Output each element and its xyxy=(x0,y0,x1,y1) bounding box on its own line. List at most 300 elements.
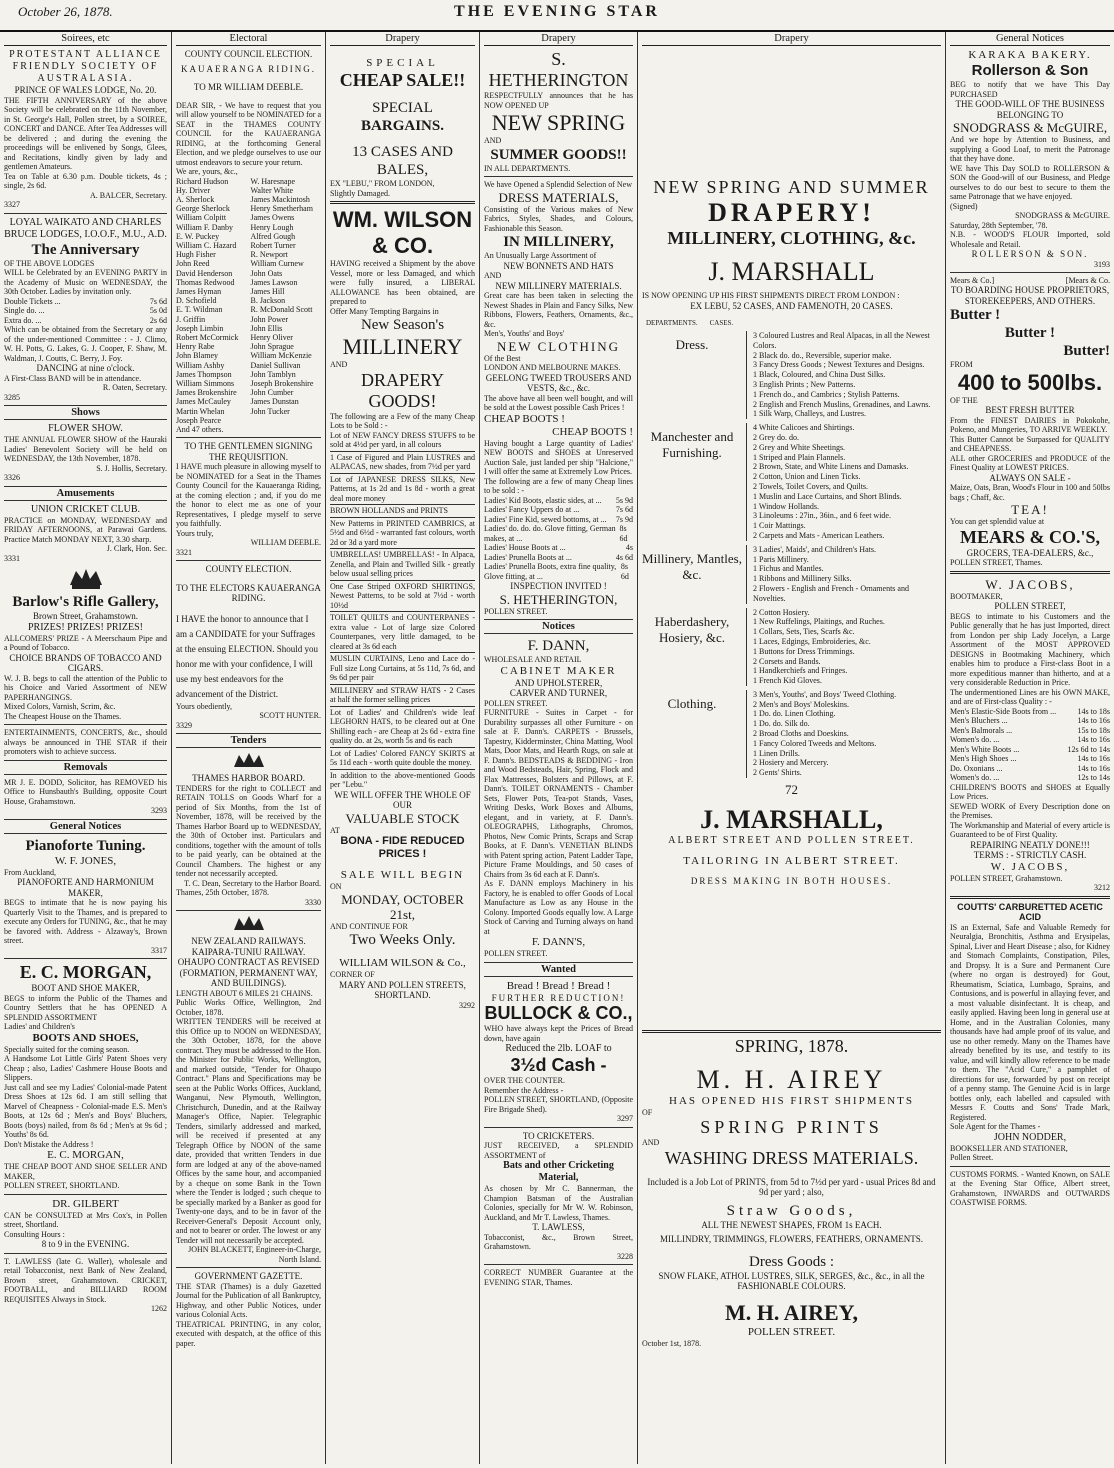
department-label: Dress. xyxy=(675,337,709,352)
ad-body: WHO have always kept the Prices of Bread down, have again xyxy=(484,1024,633,1043)
ad-heading: J. MARSHALL xyxy=(708,257,875,286)
table-header: DEPARTMENTS. xyxy=(646,319,698,327)
ad-line: DRESS MAKING IN BOTH HOUSES. xyxy=(690,876,893,887)
signer-name: J. Griffin xyxy=(176,314,206,324)
department-line: 1 Striped and Plain Flannels. xyxy=(753,452,846,462)
department-line: 2 Grey do. do. xyxy=(753,432,799,442)
ad-body: THE FIFTH ANNIVERSARY of the above Society will be celebrated on the 11th November, in St. George's Hall, Pollen street, by a SOIREE, CONCERT and DANCE. After Tea Addresses will be delivered ; and during the evening the proceedings will be enlivened by Songs, Glees, and Recitations, kindly given by lady and gentlemen Amateurs. xyxy=(4,95,167,171)
ad-body: From the FINEST DAIRIES in Pokokohe, Pokeno, and Mungeries, TO ARRIVE WEEKLY. xyxy=(950,415,1110,434)
price-item: Ladies' Kid Boots, elastic sides, at ... xyxy=(484,495,602,505)
ad-line: BONA - FIDE REDUCED PRICES ! xyxy=(340,835,465,860)
ad-address: ALBERT STREET AND POLLEN STREET. xyxy=(668,835,915,847)
ad-line: We have Opened a Splendid Selection of New xyxy=(484,180,632,189)
ad-line: GROCERS, TEA-DEALERS, &c., xyxy=(966,547,1094,558)
price-value: 5s 9d xyxy=(615,495,633,505)
price-row xyxy=(950,707,1110,717)
ad-title: TO CRICKETERS. xyxy=(522,1130,595,1141)
ad-line: Of the Best xyxy=(484,353,521,363)
signer-name: James Brokenshire xyxy=(176,388,237,398)
signer-name: David Henderson xyxy=(176,268,233,278)
department-block xyxy=(642,690,941,778)
ad-title: DR. GILBERT xyxy=(52,1197,119,1210)
ad-body: THE ANNUAL FLOWER SHOW of the Hauraki Ladies' Benevolent Society will be held on WEDNESDAY, the 13th November, 1878. xyxy=(4,435,167,463)
department-line: 1 Paris Millinery. xyxy=(753,554,809,564)
ad-line: KAUAERANGA RIDING. xyxy=(181,63,316,74)
ad-line: VALUABLE STOCK xyxy=(345,810,460,826)
ad-line: OHAUPO CONTRACT AS REVISED (FORMATION, PERMANENT WAY, AND BUILDINGS). xyxy=(177,957,320,989)
signer-name: Thomas Redwood xyxy=(176,277,235,287)
department-line: 2 Towels, Toilet Covers, and Quilts. xyxy=(753,481,869,491)
department-lines xyxy=(746,423,941,541)
department-label: Clothing. xyxy=(667,695,717,711)
price-value: 7s 9d xyxy=(615,514,633,524)
ad-body: FURNITURE - Suites in Carpet - for Durability surpasses all other Furniture - on sale at F. Dann's. CARPETS - Brussels, Tapestry, Kidderminster, China Matting, Wool Mats, Door Mats, and Hearth Rugs, on sale at F. Dann's. BEDSTEADS & BEDDING - Iron and Wood Bedsteads, Hair, Spring, Flock and Flax Mattresses, Bolsters and Pillows, at F. Dann's. TOILET ORNAMENTS - Chamber Sets, Flower Pots, Tea-pot Stands, Vases, Writing Desks, Work Boxes and Albums, elegant, and in variety, at F. Dann's. OLEOGRAPHS, Lithographs, Chromos, Photos, New Comic Prints, Scraps and Scrap Books, at F. Dann's. VENETIAN BLINDS with Patent spring action, Patent Ladder Tape, Picture Frame Mouldings, and 50 cases of Chairs from 3s 6d each at F. Dann's. xyxy=(484,708,633,879)
ad-body: SEWED WORK of Every Description done on the Premises. xyxy=(950,801,1110,820)
ad-body: ALLCOMERS' PRIZE - A Meerschaum Pipe and a Pound of Tobacco. xyxy=(4,633,167,652)
signer-name: William Ashby xyxy=(176,360,225,370)
ad-line: MONDAY, OCTOBER 21st, xyxy=(341,891,464,922)
ad-body: THEATRICAL PRINTING, in any color, executed with despatch, at the office of this paper. xyxy=(176,1319,321,1348)
ad-heading: DRAPERY GOODS! xyxy=(360,369,445,411)
ad-title: KARAKA BAKERY. xyxy=(968,49,1092,61)
ad-body: And we hope by Attention to Business, and supplying a Good Loaf, to merit the Patronage that they have done. xyxy=(950,135,1110,163)
ad-heading: SUMMER GOODS!! xyxy=(490,146,627,163)
price-row xyxy=(950,726,1110,736)
lot-item: Lot of Ladies' Colored FANCY SKIRTS at 5s 11d each - worth quite double the money. xyxy=(330,748,475,767)
signer-name: James Hyman xyxy=(176,286,222,296)
price-row xyxy=(484,524,633,543)
price-item: Women's do. ... xyxy=(950,735,1000,744)
department-line: 1 Muslin and Lace Curtains, and Short Blinds. xyxy=(753,491,902,501)
ad-body: In addition to the above-mentioned Goods per "Lebu." xyxy=(330,770,475,789)
ad-line: NEW BONNETS AND HATS xyxy=(503,260,614,271)
department-line: 1 Do. do. Silk do. xyxy=(753,719,810,729)
ad-line: CHOICE BRANDS OF TOBACCO AND CIGARS. xyxy=(9,652,162,673)
ad-line: CORNER OF xyxy=(330,970,375,979)
price-row xyxy=(484,505,633,515)
ad-address: POLLEN STREET, Grahamstown. xyxy=(950,873,1063,883)
ad-line: T. LAWLESS, xyxy=(532,1222,585,1232)
ad-heading: J. MARSHALL, xyxy=(700,805,883,835)
signer-name: Henry Smetherham xyxy=(250,204,313,214)
ad-line: SALE WILL BEGIN xyxy=(340,869,465,881)
ad-line: From Auckland, xyxy=(4,867,56,877)
lot-item: New Patterns in PRINTED CAMBRICS, at 5½d and 6½d - warranted fast colours, worth 2d or 3d a yard more xyxy=(330,518,475,547)
ad-signature: SNODGRASS & McGUIRE. xyxy=(1015,211,1110,220)
price-item: Do. Oxonians ... xyxy=(950,763,1003,773)
signer-name: James Dunstan xyxy=(250,397,299,407)
ad-line: AND xyxy=(484,136,502,145)
signer-name: William Simmons xyxy=(176,378,235,388)
ad-line: BEST FRESH BUTTER xyxy=(985,405,1075,415)
ad-line: AND xyxy=(642,1138,660,1148)
price-item: Women's do. ... xyxy=(950,773,1000,782)
ad-line: IS NOW OPENING UP HIS FIRST SHIPMENTS DIRECT FROM LONDON : xyxy=(642,291,900,300)
department-line: 2 Corsets and Bands. xyxy=(753,656,821,666)
ad-line: LONDON AND MELBOURNE MAKES. xyxy=(484,363,621,372)
signer-name: Henry Lough xyxy=(250,222,294,232)
section-heading: Tenders xyxy=(176,733,321,748)
ad-line: MILLINDRY, TRIMMINGS, FLOWERS, FEATHERS, ORNAMENTS. xyxy=(660,1234,923,1245)
ad-body: A Handsome Lot Little Girls' Patent Shoes very Cheap ; also, Ladies' Cashmere House Boots and Slippers. xyxy=(4,1054,167,1082)
ad-heading: 3½d Cash - xyxy=(510,1055,607,1075)
lot-item: Lot of JAPANESE DRESS SILKS, New Patterns, at 1s 2d and 1s 8d - worth a great deal more money xyxy=(330,474,475,503)
department-line: 1 Buttons for Dress Trimmings. xyxy=(753,646,855,656)
ad-body: DEAR SIR, - We have to request that you will allow yourself to be NOMINATED for a SEAT in the THAMES COUNTY COUNCIL for the KAUAERANGA RIDING, at the forthcoming General Election, and we pledge ourselves to use our utmost endeavors to secure your return. xyxy=(176,100,321,167)
ad-line: TERMS : - STRICTLY CASH. xyxy=(973,850,1087,860)
ad-body: JUST RECEIVED, a SPLENDID ASSORTMENT of xyxy=(484,1141,633,1160)
ad-heading: MEARS & CO.'S, xyxy=(959,526,1100,547)
ad-address: POLLEN STREET, Thames. xyxy=(950,558,1043,567)
ad-body: BEGS to intimate that he is now paying his Quarterly Visit to the Thames, and is prepared to execute any Orders for TUNING, &c., that he may be favored with. Address - Alzaway's, Brown street. xyxy=(4,898,167,945)
ad-heading: Rollerson & Son xyxy=(971,62,1089,79)
ad-line: OF xyxy=(642,1107,653,1117)
lot-item: Lot of NEW FANCY DRESS STUFFS to be sold at 4½d per yard, in all colours xyxy=(330,430,475,449)
ad-line: MARY AND POLLEN STREETS, xyxy=(339,979,466,990)
ad-line: PRIZES! PRIZES! PRIZES! xyxy=(27,621,143,633)
price-value: 14s to 16s xyxy=(1077,716,1110,725)
signer-name: D. Schofield xyxy=(176,296,217,306)
price-value: 4s 6d xyxy=(615,552,633,562)
price-item: Ladies' House Boots at ... xyxy=(484,543,566,552)
ad-body: BEG to notify that we have This Day PURCHASED xyxy=(950,80,1110,99)
signer-name: John Sprague xyxy=(250,342,294,352)
ad-body: THE STAR (Thames) is a duly Gazetted Journal for the Publication of all Bankruptcy, Highway, and other Public Notices, under various Colonial Acts. xyxy=(176,1281,321,1320)
ad-number: 3326 xyxy=(4,473,20,482)
table-header: CASES. xyxy=(709,319,734,327)
ad-line: DRESS MATERIALS, xyxy=(498,189,619,205)
ad-line: And 47 others. xyxy=(176,424,224,434)
ad-line: IN ALL DEPARTMENTS. xyxy=(484,163,571,173)
ad-line: Offer Many Tempting Bargains in xyxy=(330,306,439,316)
price-value: 12s to 14s xyxy=(1077,773,1110,782)
price-row xyxy=(484,496,633,506)
price-item: Ladies' Fine Kid, sewed bottoms, at ... xyxy=(484,514,607,524)
department-line: 1 Linen Drills. xyxy=(753,748,800,758)
section-heading: Soirees, etc xyxy=(4,33,167,46)
price-value: 14s to 18s xyxy=(1077,706,1110,716)
ad-line: Mixed Colors, Varnish, Scrim, &c. xyxy=(4,702,116,711)
section-heading: Amusements xyxy=(4,486,167,501)
ad-number: 3212 xyxy=(1094,883,1110,892)
department-line: 2 Flowers - English and French - Ornaments and Novelties. xyxy=(753,583,909,603)
ad-line: ALWAYS ON SALE - xyxy=(989,472,1071,483)
signer-name: John Oats xyxy=(250,268,283,278)
ad-line: You can get splendid value at xyxy=(950,517,1045,526)
section-heading: Shows xyxy=(4,405,167,420)
price-row xyxy=(950,773,1110,783)
ad-body: The above have all been well bought, and will be sold at the Lowest possible Cash Prices ! xyxy=(484,393,633,412)
ad-line: CARVER AND TURNER, xyxy=(509,688,608,698)
ad-line: Yours obediently, xyxy=(176,701,233,711)
ad-title: COUTTS' CARBURETTED ACETIC ACID xyxy=(957,901,1103,922)
price-value: 14s to 16s xyxy=(1077,754,1110,763)
boot-price-list xyxy=(950,707,1110,783)
department-line: 3 Fancy Dress Goods ; Newest Textures and Designs. xyxy=(753,360,925,370)
department-line: 1 Fichus and Mantles. xyxy=(753,564,824,574)
department-line: 2 English and French Muslins, Grenadines, and Lawns. xyxy=(753,399,931,409)
ad-address: POLLEN STREET. xyxy=(747,1325,836,1338)
ad-body: HAVING received a Shipment by the above Vessel, more or less Damaged, and which were fully insured, a LIBERAL ALLOWANCE has been obtained, are prepared to xyxy=(330,259,475,306)
department-block xyxy=(642,331,941,419)
department-line: 1 Do. do. Linen Clothing. xyxy=(753,709,836,719)
ad-line: TO BOARDING HOUSE PROPRIETORS, STOREKEEPERS, AND OTHERS. xyxy=(950,285,1110,306)
department-line: 3 Linoleums : 27in., 36in., and 6 feet wide. xyxy=(753,511,891,521)
price-row: Double Tickets ... 7s 6d xyxy=(4,296,167,306)
ad-heading: W. JACOBS, xyxy=(985,576,1075,592)
department-line: 2 Hosiery and Mercery. xyxy=(753,758,829,768)
signer-name: James Thompson xyxy=(176,369,232,379)
section-heading: Removals xyxy=(4,760,167,775)
price-value: 7s 6d xyxy=(615,505,633,514)
ad-number: 3321 xyxy=(176,547,192,557)
ad-line: Consulting Hours : xyxy=(4,1229,65,1239)
signer-name: Joseph Limbin xyxy=(176,323,224,333)
ad-line: Public Works Office, Wellington, 2nd October, 1878. xyxy=(176,998,321,1017)
section-heading: General Notices xyxy=(950,33,1110,46)
ad-line: BOOT AND SHOE MAKER, xyxy=(31,983,140,993)
ad-signature: W. JACOBS, xyxy=(990,860,1070,873)
signer-name: Robert Turner xyxy=(250,240,296,250)
ad-body: As chosen by Mr C. Bannerman, the Champion Batsman of the Australian Colonies, specially for Mr W. W. Robinson, Auckland, and Mr T. Lawless, Thames. xyxy=(484,1184,633,1222)
ad-number: 1262 xyxy=(151,1304,167,1313)
department-line: 3 Coloured Lustres and Real Alpacas, in all the Newest Colors. xyxy=(753,331,930,350)
ad-body: WRITTEN TENDERS will be received at this Office up to NOON on WEDNESDAY, the 30th October, 1878, for the above contract. They must be addressed to the Hon. the Minister for Public Works, Wellington, and marked outside, "Tender for Ohaupo Contract." Plans and Specifications may be seen at the Public Works Offices, Auckland, Wanganui, New Plymouth, Wellington, Christchurch, Dunedin, and at the Railway Manager's Office, Napier. Telegraphic Tenders, similarly addressed and marked, will be received if presented at any Telegraph Office by NOON of the same date, provided that written Tenders in due form are lodged at any of the above-named Offices by the same hour, and accompanied by a cheque on some Bank in the Town where the Tender is lodged ; such cheque to be specially marked by a Banker as good for Twenty-one days, and to be in favor of the Receiver-General's Deposit Account only, and not to bearer or order. The lowest or any Tender will not necessarily be accepted. xyxy=(176,1017,321,1245)
ad-line: REPAIRING NEATLY DONE!!! xyxy=(970,839,1090,850)
ad-address: Brown Street, Grahamstown. xyxy=(33,611,138,621)
signer-name: James Owens xyxy=(250,213,295,223)
ad-title: THAMES HARBOR BOARD. xyxy=(192,773,305,784)
ad-body: This Butter Cannot be Surpassed for QUALITY and CHEAPNESS. xyxy=(950,434,1110,453)
newspaper-title: THE EVENING STAR xyxy=(454,3,660,20)
ad-line: BOOKSELLER AND STATIONER, xyxy=(950,1143,1068,1153)
price-item: Men's White Boots ... xyxy=(950,744,1020,754)
signer-name: E. W. Puckey xyxy=(176,231,220,241)
signer-name: Hy. Driver xyxy=(176,185,211,195)
signer-name: John Cumber xyxy=(250,388,294,398)
ad-line: Two Weeks Only. xyxy=(349,932,456,948)
price-value: 8s 6d xyxy=(620,562,629,581)
ad-body: The undermentioned Lines are his OWN MAKE, and are of First-class Quality : - xyxy=(950,687,1110,706)
department-lines xyxy=(746,608,941,686)
ad-line: OVER THE COUNTER. xyxy=(484,1076,565,1085)
section-heading: Wanted xyxy=(484,962,633,977)
department-line: 2 Broad Cloths and Doeskins. xyxy=(753,729,849,739)
ad-body: CUSTOMS FORMS. - Wanted Known, on SALE at the Evening Star Office, Albert street, Grahamstown, INWARDS and OUTWARDS COASTWISE FORMS. xyxy=(950,1169,1110,1207)
ad-line: SNODGRASS & McGUIRE, xyxy=(952,120,1108,135)
department-line: 1 Coir Mattings. xyxy=(753,521,806,531)
ad-heading: DRAPERY! xyxy=(708,198,875,227)
ad-body: Tea on Table at 6.30 p.m. Double tickets, 4s ; single, 2s 6d. xyxy=(4,171,167,190)
lot-item: One Case Striped OXFORD SHIRTINGS, Newest Patterns, to be sold at 7½d - worth 10½d xyxy=(330,581,475,610)
ad-line: Men's, Youths' and Boys' xyxy=(484,329,565,338)
department-block xyxy=(642,423,941,541)
ad-line: An Unusually Large Assortment of xyxy=(484,251,597,260)
lot-item: BROWN HOLLANDS and PRINTS xyxy=(330,506,448,515)
cases-total: 72 xyxy=(785,782,798,798)
ad-title: PROTESTANT ALLIANCE FRIENDLY SOCIETY OF AUSTRALASIA. xyxy=(9,49,162,84)
department-line: 3 Men's, Youths', and Boys' Tweed Clothing. xyxy=(753,689,897,699)
ad-body: BEGS to inform the Public of the Thames and Country Settlers that he has OPENED A SPLENDID ASSORTMENT xyxy=(4,993,167,1022)
signer-name: B. Jackson xyxy=(250,296,286,306)
ad-body: SNOW FLAKE, ATHOL LUSTRES, SILK, SERGES, &c., &c., in all the FASHIONABLE COLOURS. xyxy=(658,1270,925,1292)
price-value: 8s 6d xyxy=(619,524,628,543)
signer-name: A. Sherlock xyxy=(176,194,215,204)
signer-name: James Hill xyxy=(250,286,285,296)
section-heading: Notices xyxy=(484,619,633,634)
ad-subtitle: PRINCE OF WALES LODGE, No. 20. xyxy=(14,85,157,95)
department-line: 1 Fancy Colored Tweeds and Meltons. xyxy=(753,738,877,748)
ad-signature: J. Clark, Hon. Sec. xyxy=(106,544,167,553)
ad-line: TO MR WILLIAM DEEBLE. xyxy=(193,82,304,92)
ad-line: AND UPHOLSTERER, xyxy=(514,677,603,688)
signer-name: E. T. Wildman xyxy=(176,305,223,315)
signer-name: Richard Hudson xyxy=(176,176,229,186)
price-row xyxy=(484,553,633,563)
ad-line: The Cheapest House on the Thames. xyxy=(4,711,122,721)
signer-name: John Blamey xyxy=(176,351,218,361)
ad-heading: The Anniversary xyxy=(31,241,140,258)
price-row: Single do. ... 5s 0d xyxy=(4,306,167,315)
department-block xyxy=(642,545,941,604)
signer-name: Robert McCormick xyxy=(176,332,239,342)
department-label: Manchester and Furnishing. xyxy=(650,429,734,461)
department-block xyxy=(642,608,941,686)
ad-heading: M. H. AIREY, xyxy=(724,1299,859,1325)
ad-line: TAILORING IN ALBERT STREET. xyxy=(683,855,900,868)
ad-heading: NEW SPRING xyxy=(491,110,626,135)
ad-heading: IN MILLINERY, xyxy=(503,234,614,250)
lot-item: Lot of Ladies' and Children's wide leaf LEGHORN HATS, to be cleared out at One Shilling each - are Cheap at 2s 6d - extra fine quality do. at 2s, worth 5s and 6s each xyxy=(330,707,475,745)
ad-line: KAIPARA-TUNIU RAILWAY. xyxy=(191,946,306,957)
signer-name: Henry Rabe xyxy=(176,342,215,352)
ad-number: 3285 xyxy=(4,392,20,402)
signer-name: John Power xyxy=(250,314,289,324)
ad-line: LENGTH ABOUT 6 MILES 21 CHAINS. xyxy=(176,988,313,998)
ad-number: 3329 xyxy=(176,720,192,730)
ad-title: UNION CRICKET CLUB. xyxy=(31,503,140,515)
column-electoral xyxy=(172,32,326,1464)
signer-name xyxy=(251,416,322,425)
ad-line: THE GOOD-WILL OF THE BUSINESS BELONGING TO xyxy=(955,99,1105,120)
department-line: 1 Collars, Sets, Ties, Scarfs &c. xyxy=(753,627,855,637)
ad-body: WE have This Day SOLD to ROLLERSON & SON the Good-will of our Business, and Pledge ourselves to do our best to secure to them the same Patronage that we have enjoyed. xyxy=(950,163,1110,201)
ad-line: MILLINERY, CLOTHING, &c. xyxy=(667,228,916,248)
ad-line: Mears & Co.] xyxy=(950,276,995,285)
ad-number: 3327 xyxy=(4,200,20,209)
price-item: Men's High Shoes ... xyxy=(950,754,1017,763)
ad-body: Having bought a Large quantity of Ladies' NEW BOOTS and SHOES at Unreserved Auction Sale, just landed per ship "Halcione," I will offer the same at Extremely Low Prices. xyxy=(484,438,633,476)
ad-line: We are, yours, &c., xyxy=(176,167,238,176)
ad-address: Tobacconist, &c., Brown Street, Grahamstown. xyxy=(484,1232,633,1251)
price-value: 14s to 16s xyxy=(1077,735,1110,744)
department-lines xyxy=(746,545,941,604)
ad-body: Maize, Oats, Bran, Wood's Flour in 100 and 50lbs bags ; Chaff, &c. xyxy=(950,483,1110,502)
ad-signature: S. J. Hollis, Secretary. xyxy=(96,463,167,473)
signer-name: William Curnew xyxy=(250,259,304,269)
ad-line: The following are a Few of the many Cheap Lots to be Sold : - xyxy=(330,411,475,430)
ad-line: HAS OPENED HIS FIRST SHIPMENTS xyxy=(669,1094,914,1107)
price-row xyxy=(484,543,633,553)
ad-body: ALL other GROCERIES and PRODUCE of the Finest Quality at LOWEST PRICES. xyxy=(950,453,1110,472)
ad-number: 3293 xyxy=(151,806,167,815)
ad-line: Slightly Damaged. xyxy=(330,188,390,198)
ad-line: AND xyxy=(484,271,502,280)
price-row xyxy=(950,754,1110,764)
lot-item: MILLINERY and STRAW HATS - 2 Cases at half the former selling prices xyxy=(330,685,475,704)
ad-line: Sole Agent for the Thames - xyxy=(950,1122,1041,1131)
ad-line: Saturday, 28th September, '78. xyxy=(950,220,1048,230)
ad-heading: S. HETHERINGTON, xyxy=(499,591,618,607)
signer-name: Martin Whelan xyxy=(176,406,225,416)
ad-line: EX LEBU, 52 CASES, AND FAMENOTH, 20 CASES. xyxy=(690,300,893,311)
price-item: Men's Balmorals ... xyxy=(950,725,1013,735)
ad-line: EX "LEBU," FROM LONDON, xyxy=(330,179,435,188)
ad-signature: T. C. Dean, Secretary to the Harbor Board. xyxy=(184,878,321,888)
ad-body: I HAVE much pleasure in allowing myself to be NOMINATED for a Seat in the Thames County Council for the Kauaeranga Riding, at the coming election ; and, if you do me the honor to elect me as one of your Representatives, I pledge myself to serve you faithfully. xyxy=(176,462,321,529)
ad-line: PIANOFORTE AND HARMONIUM MAKER, xyxy=(17,877,154,898)
signer-name: John Reed xyxy=(176,259,210,269)
department-line: 1 Ribbons and Millinery Silks. xyxy=(753,574,852,584)
price-row xyxy=(950,764,1110,774)
ad-body: Just call and see my Ladies' Colonial-made Patent Dress Shoes at 12s 6d. I am still selling that Marvel of Cheapness - Colonial-made E.S. Men's Boots, at 12s 6d ; Men's and Boys' Bluchers, Boots (boys) nailed, from 8s 6d ; Men's at 9s 6d ; Youths' 8s 6d. xyxy=(4,1082,167,1139)
ad-title: LOYAL WAIKATO AND CHARLES BRUCE LODGES, I.O.O.F., M.U., A.D. xyxy=(4,216,167,240)
ad-heading: 400 to 500lbs. xyxy=(957,369,1103,395)
ad-body: ENTERTAINMENTS, CONCERTS, &c., should always be announced in THE STAR if their promoters wish to achieve success. xyxy=(4,728,167,756)
price-row xyxy=(950,735,1110,745)
ad-heading: M. H. AIREY xyxy=(696,1064,887,1094)
department-line: 2 Cotton, Union and Linen Ticks. xyxy=(753,472,861,482)
ad-line: CHEAP BOOTS ! xyxy=(552,425,633,438)
ad-title: GOVERNMENT GAZETTE. xyxy=(194,1271,303,1282)
department-line: 2 Grey and White Sheetings. xyxy=(753,442,846,452)
ad-line: VESTS, &c., &c. xyxy=(527,383,590,393)
price-item: Ladies' Prunella Boots, extra fine quality, Glove fitting, at ... xyxy=(484,562,617,581)
price-row xyxy=(484,562,633,581)
ad-line: FROM xyxy=(950,360,973,369)
ad-heading: S. HETHERINGTON xyxy=(488,49,629,90)
price-item: Men's Bluchers ... xyxy=(950,716,1008,725)
ad-line: INSPECTION INVITED ! xyxy=(510,581,607,591)
department-line: 2 Cotton Hosiery. xyxy=(753,607,810,617)
crest-icon xyxy=(176,751,321,771)
ad-signature: JOHN BLACKETT, Engineer-in-Charge, North Island. xyxy=(188,1245,321,1264)
department-line: 2 Carpets and Mats - American Leathers. xyxy=(753,530,885,540)
column-soirees xyxy=(0,32,172,1464)
ad-line: October 1st, 1878. xyxy=(642,1338,702,1348)
ad-body: CAN be CONSULTED at Mrs Cox's, in Pollen street, Shortland. xyxy=(4,1210,167,1229)
department-line: 1 Black, Coloured, and China Dust Silks. xyxy=(753,370,886,380)
price-row xyxy=(950,745,1110,755)
ad-body: CORRECT NUMBER Guarantee at the EVENING STAR, Thames. xyxy=(484,1268,633,1287)
price-row: Extra do. ... 2s 6d xyxy=(4,315,167,325)
ad-line: SHORTLAND. xyxy=(374,990,431,1000)
ad-line: NEW MILLINERY MATERIALS. xyxy=(495,280,622,291)
ad-line: (Signed) xyxy=(950,201,978,211)
ad-heading: Barlow's Rifle Gallery, xyxy=(12,594,159,610)
ad-body: TENDERS for the right to COLLECT and RETAIN TOLLS on Goods Wharf for a period of Six Months, from the 1st of November, 1878, will be received by the Thames Harbor Board up to WEDNESDAY, the 30th of October inst. Particulars and conditions, together with the amount of tolls to be paid yearly, can be obtained at the Council Chambers. The highest or any tender not necessarily accepted. xyxy=(176,783,321,879)
price-item: Ladies' Fancy Uppers do at ... xyxy=(484,505,580,514)
section-heading: Drapery xyxy=(642,33,941,46)
ad-signature: R. Oaten, Secretary. xyxy=(102,383,167,392)
ad-body: CHILDREN'S BOOTS and SHOES at Equally Low Prices. xyxy=(950,782,1110,801)
department-line: 2 Black do. do., Reversible, superior make. xyxy=(753,350,892,360)
ad-line: GEELONG TWEED TROUSERS AND xyxy=(485,372,632,383)
department-line: 1 Silk Warp, Challeys, and Lustres. xyxy=(753,409,866,419)
ad-number: 3317 xyxy=(151,945,167,955)
ad-line: ON xyxy=(330,882,342,891)
ad-body: The Workmanship and Material of every article is Guaranteed to be of First Quality. xyxy=(950,820,1110,839)
